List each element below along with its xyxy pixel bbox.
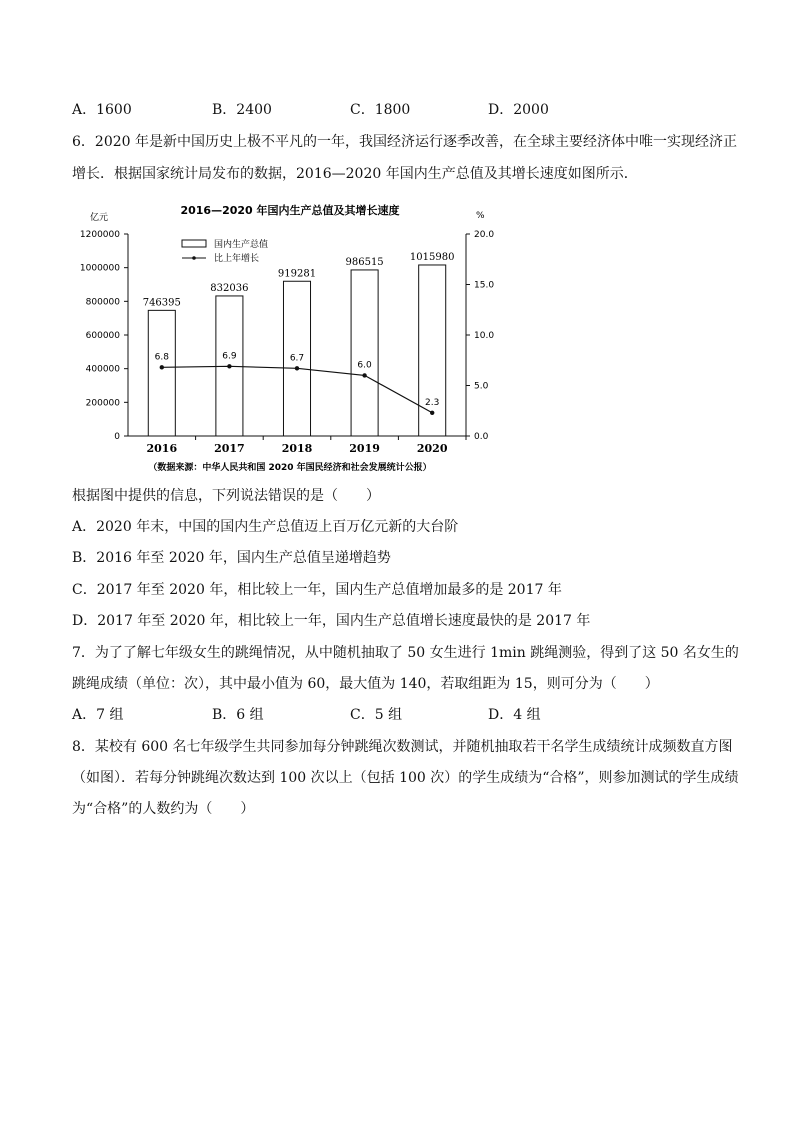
q8-stem-line1: 8．某校有 600 名七年级学生共同参加每分钟跳绳次数测试，并随机抽取若干名学生成绩统计成频数直方图 bbox=[72, 739, 733, 755]
gdp-bar-label: 1015980 bbox=[409, 251, 455, 263]
growth-point bbox=[227, 364, 231, 368]
y2-axis-unit: % bbox=[476, 211, 485, 221]
y2-tick-label: 5.0 bbox=[474, 381, 489, 392]
y2-tick-label: 10.0 bbox=[474, 331, 495, 341]
gdp-bar-label: 919281 bbox=[277, 268, 317, 280]
q6-stem-line1: 6．2020 年是新中国历史上极不平凡的一年，我国经济运行逐季改善，在全球主要经济体中唯一实现经济正 bbox=[72, 134, 737, 150]
q6-option-d: D．2017 年至 2020 年，相比较上一年，国内生产总值增长速度最快的是 2017 年 bbox=[72, 613, 591, 629]
x-tick-label: 2020 bbox=[416, 442, 448, 455]
chart-legend bbox=[182, 238, 268, 264]
q7-stem-line2: 跳绳成绩（单位：次），其中最小值为 60，最大值为 140，若取组距为 15，则可分为（ ） bbox=[72, 676, 659, 692]
q6-question: 根据图中提供的信息，下列说法错误的是（ ） bbox=[72, 488, 380, 504]
q6-stem-line2: 增长．根据国家统计局发布的数据，2016—2020 年国内生产总值及其增长速度如图所示． bbox=[72, 166, 638, 182]
y2-tick-label: 0.0 bbox=[474, 432, 489, 442]
gdp-bar-label: 832036 bbox=[210, 282, 249, 294]
x-tick-label: 2016 bbox=[146, 442, 178, 455]
growth-label: 6.8 bbox=[154, 352, 169, 363]
y2-tick-label: 15.0 bbox=[474, 280, 495, 291]
y-tick-label: 200000 bbox=[85, 398, 120, 409]
growth-label: 6.0 bbox=[357, 360, 372, 371]
q7-option-c: C．5 组 bbox=[350, 707, 403, 723]
legend-bar-swatch bbox=[182, 240, 206, 247]
legend-bar-label: 国内生产总值 bbox=[214, 240, 269, 250]
q5-option-b: B．2400 bbox=[212, 102, 272, 118]
y-axis-unit: 亿元 bbox=[90, 213, 109, 223]
q5-option-d: D．2000 bbox=[488, 102, 549, 118]
x-tick-label: 2018 bbox=[281, 442, 313, 455]
growth-point bbox=[295, 366, 299, 370]
x-tick-label: 2019 bbox=[349, 442, 380, 455]
y-tick-label: 800000 bbox=[85, 297, 120, 308]
growth-point bbox=[362, 373, 366, 377]
q7-option-b: B．6 组 bbox=[212, 707, 264, 723]
y-tick-label: 1000000 bbox=[79, 263, 120, 274]
legend-line-label: 比上年增长 bbox=[214, 254, 260, 264]
gdp-chart bbox=[78, 198, 498, 480]
gdp-bar-label: 986515 bbox=[345, 256, 384, 268]
y-tick-label: 1200000 bbox=[79, 230, 120, 240]
y-tick-label: 400000 bbox=[85, 364, 120, 375]
chart-title: 2016—2020 年国内生产总值及其增长速度 bbox=[180, 204, 400, 217]
x-tick-label: 2017 bbox=[214, 442, 245, 455]
chart-source-note: （数据来源：中华人民共和国 2020 年国民经济和社会发展统计公报） bbox=[148, 463, 432, 473]
q8-stem-line2: （如图）．若每分钟跳绳次数达到 100 次以上（包括 100 次）的学生成绩为“合格”，则参加测试的学生成绩 bbox=[72, 770, 739, 786]
gdp-bar-label: 746395 bbox=[142, 297, 181, 309]
growth-label: 6.9 bbox=[222, 351, 237, 362]
growth-label: 6.7 bbox=[289, 353, 305, 364]
y2-tick-label: 20.0 bbox=[474, 230, 495, 240]
gdp-bar bbox=[148, 310, 175, 436]
q7-stem-line1: 7．为了了解七年级女生的跳绳情况，从中随机抽取了 50 女生进行 1min 跳绳测验，得到了这 50 名女生的 bbox=[72, 645, 739, 661]
gdp-bar bbox=[351, 270, 378, 436]
gdp-chart-figure bbox=[78, 198, 498, 480]
q6-option-b: B．2016 年至 2020 年，国内生产总值呈递增趋势 bbox=[72, 550, 391, 566]
growth-label: 2.3 bbox=[425, 397, 440, 408]
q8-stem-line3: 为“合格”的人数约为（ ） bbox=[72, 801, 255, 817]
gdp-bar bbox=[419, 265, 446, 436]
q7-option-a: A．7 组 bbox=[72, 707, 124, 723]
q7-option-d: D．4 组 bbox=[488, 707, 541, 723]
y-tick-label: 0 bbox=[114, 432, 120, 442]
q6-option-c: C．2017 年至 2020 年，相比较上一年，国内生产总值增加最多的是 2017 年 bbox=[72, 582, 562, 598]
q5-option-a: A．1600 bbox=[72, 102, 132, 118]
q5-option-c: C．1800 bbox=[350, 102, 411, 118]
q6-option-a: A．2020 年末，中国的国内生产总值迈上百万亿元新的大台阶 bbox=[72, 519, 459, 535]
legend-line-marker bbox=[192, 256, 196, 260]
growth-point bbox=[160, 365, 164, 369]
growth-point bbox=[430, 411, 434, 415]
y-tick-label: 600000 bbox=[85, 331, 120, 341]
